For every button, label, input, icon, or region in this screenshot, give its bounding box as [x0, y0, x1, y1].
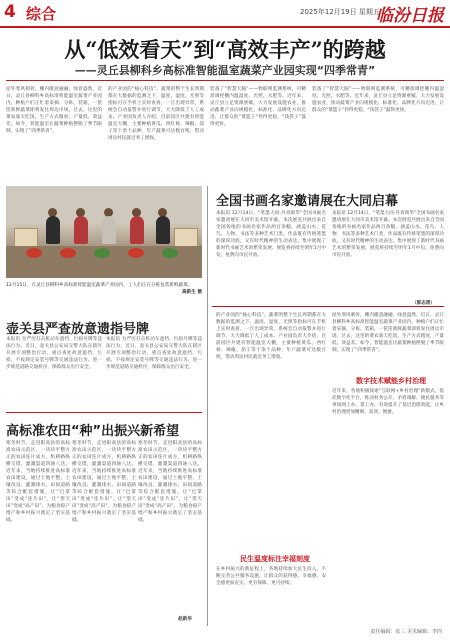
column-divider	[207, 186, 208, 626]
page-footer: 责任编辑：张三 美术编辑：李四	[370, 629, 442, 635]
story-body: 在乡村振兴的新征程上，各地持续加大民生投入，不断完善公共服务设施，让群众的获得感、幸福感、安全感更加充实、更有保障、更可持续。	[216, 567, 326, 586]
story-body: 屋外寒风刺骨，棚内暖意融融，绿意盎然。近日，灵丘县柳科乡高标准智能温室蔬菜产业园内，种植户们正忙着采摘、分拣、装箱，一筐筐新鲜蔬菜即将发往周边市场。过去，这里的菜农靠天吃饭，生产方式粗放，产量低、效益差。如今，智能温室让蔬菜种植摆脱了季节限制，实现了“四季常青”。	[332, 313, 444, 353]
story-body: 本报讯 12月14日，“笔墨大同·丹青颂华”全国书画名家邀请展在大同市美术馆开幕。本次展览共展出来自全国各地的书画名家作品两百余幅，涵盖山水、花鸟、人物、书法等多种艺术门类，作品既有传统笔墨的深厚功底，又有时代精神的生动表达，集中展现了新时代书画艺术的繁荣发展。展览将持续至明年1月中旬，免费向市民开放。	[216, 211, 326, 258]
paper-name: 临汾日报	[376, 6, 444, 26]
worker-figure	[46, 216, 60, 244]
photo-caption	[6, 282, 202, 296]
worker-figure	[130, 216, 144, 244]
story-body-cont: 本报讯 为严厉打击机动车遮挡、污损号牌等违法行为，近日，壶关县公安局交警大队在辖区开展专项整治行动，重点查处故意遮挡、污损、不按规定安装号牌等交通违法行为，进一步规范道路交通秩序，保障群众出行安全。	[106, 337, 202, 370]
lead-column-2: 的产业园的“核心科技”。蔬菜的整个生长周期都在大数据的监测之下，温度、湿度、光照等指标可在手机上实时查看，一旦出现异常，系统会自动报警并进行调节，大大降低了人工成本。产业园负责人介绍，目前园区共建有智能温室大棚，主要种植黄瓜、西红柿、辣椒、茄子等十余个品种，年产蔬菜可达数百吨，带动周边村民就近务工增收。	[108, 87, 204, 141]
story-body: 本报讯 为严厉打击机动车遮挡、污损号牌等违法行为，近日，壶关县公安局交警大队在辖区开展专项整治行动，重点查处故意遮挡、污损、不按规定安装号牌等交通违法行为，进一步规范道路交通秩序，保障群众出行安全。	[6, 337, 102, 370]
section-rule	[212, 306, 444, 307]
worker-figure	[156, 216, 170, 244]
worker-figure	[102, 216, 116, 244]
story-body: 寒冬时节，走进阳高县的高标准农田示范区，一块块平整方正的农田连片成方，机耕路纵横交错，灌溉渠道四通八达。近年来，当地持续推进高标准农田建设，通过土地平整、土壤改良、灌溉排水、田间道路等综合配套措施，让“巴掌田”变成“连片田”，让“望天田”变成“高产田”，为粮食稳产增产和乡村振兴奠定了坚实基础。	[6, 441, 70, 523]
story-headline: 全国书画名家邀请展在大同启幕	[216, 194, 399, 209]
issue-date: 2025年12月19日 星期五	[300, 8, 380, 16]
worker-figure	[74, 216, 88, 244]
photo-credit: 高新生 摄	[182, 290, 202, 295]
masthead	[0, 0, 450, 28]
section-rule	[6, 412, 202, 413]
page-number: 4	[4, 2, 16, 22]
story-subhead: 数字技术赋能乡村治理	[356, 377, 426, 385]
photo-caption-text: 12月15日，在灵丘县柳科乡高标准智能温室蔬菜产业园内，工人们正在分拣包装新鲜蔬菜。	[6, 283, 193, 288]
story-byline: （郭志清）	[412, 301, 435, 306]
story-body-cont: 寒冬时节，走进阳高县的高标准农田示范区，一块块平整方正的农田连片成方，机耕路纵横交错，灌溉渠道四通八达。近年来，当地持续推进高标准农田建设，通过土地平整、土壤改良、灌溉排水、田间道路等综合配套措施，让“巴掌田”变成“连片田”，让“望天田”变成“高产田”，为粮食稳产增产和乡村振兴奠定了坚实基础。	[138, 441, 202, 523]
produce-crate	[14, 228, 38, 248]
story-body: 的产业园的“核心科技”。蔬菜的整个生长周期都在大数据的监测之下，温度、湿度、光照等指标可在手机上实时查看，一旦出现异常，系统会自动报警并进行调节，大大降低了人工成本。产业园负责人介绍，目前园区共建有智能温室大棚，主要种植黄瓜、西红柿、辣椒、茄子等十余个品种，年产蔬菜可达数百吨，带动周边村民就近务工增收。	[216, 313, 326, 360]
produce-crate	[174, 228, 198, 248]
story-subhead: 民生温度标注幸福刻度	[240, 555, 310, 563]
lead-column-4: 装备了“智慧大脑”——物联网监测系统，可精准调控棚内温湿度、光照、水肥等。近年来，灵丘县立足资源禀赋，大力发展设施农业，推动蔬菜产业向规模化、标准化、品牌化方向迈进，让群众的“菜篮子”拎得更稳，“钱袋子”鼓得更快。	[312, 87, 444, 113]
story-body-cont: 本报讯 12月14日，“笔墨大同·丹青颂华”全国书画名家邀请展在大同市美术馆开幕。本次展览共展出来自全国各地的书画名家作品两百余幅，涵盖山水、花鸟、人物、书法等多种艺术门类，作品既有传统笔墨的深厚功底，又有时代精神的生动表达，集中展现了新时代书画艺术的繁荣发展。展览将持续至明年1月中旬，免费向市民开放。	[332, 211, 444, 258]
lead-rule	[6, 80, 444, 81]
story-headline: 高标准农田“种”出振兴新希望	[6, 424, 180, 439]
news-photo	[6, 186, 202, 278]
story-byline: 赵新华	[178, 617, 192, 622]
lead-headline: 从“低效看天”到“高效丰产”的跨越	[64, 37, 386, 62]
story-body-cont: 寒冬时节，走进阳高县的高标准农田示范区，一块块平整方正的农田连片成方，机耕路纵横交错，灌溉渠道四通八达。近年来，当地持续推进高标准农田建设，通过土地平整、土壤改良、灌溉排水、田间道路等综合配套措施，让“巴掌田”变成“连片田”，让“望天田”变成“高产田”，为粮食稳产增产和乡村振兴奠定了坚实基础。	[72, 441, 136, 523]
lead-column-3: 装备了“智慧大脑”——物联网监测系统，可精准调控棚内温湿度、光照、水肥等。近年来，灵丘县立足资源禀赋，大力发展设施农业，推动蔬菜产业向规模化、标准化、品牌化方向迈进，让群众的“菜篮子”拎得更稳，“钱袋子”鼓得更快。	[210, 87, 306, 127]
story-headline: 壶关县严查放意遗指号牌	[6, 322, 150, 337]
story-body: 近年来，各地积极探索“互联网+乡村治理”新模式，依托数字化平台，推动村务公开、矛盾调解、便民服务等事项网上办、掌上办，有效提升了基层治理效能，让乡村治理更加精细、高效、便捷。	[332, 389, 444, 415]
lead-subheadline: ——灵丘县柳科乡高标准智能温室蔬菜产业园实现“四季常青”	[74, 64, 376, 77]
section-name: 综合	[26, 5, 57, 23]
lead-column-1: 屋外寒风刺骨，棚内暖意融融，绿意盎然。近日，灵丘县柳科乡高标准智能温室蔬菜产业园内，种植户们正忙着采摘、分拣、装箱，一筐筐新鲜蔬菜即将发往周边市场。过去，这里的菜农靠天吃饭，生产方式粗放，产量低、效益差。如今，智能温室让蔬菜种植摆脱了季节限制，实现了“四季常青”。	[6, 87, 102, 134]
